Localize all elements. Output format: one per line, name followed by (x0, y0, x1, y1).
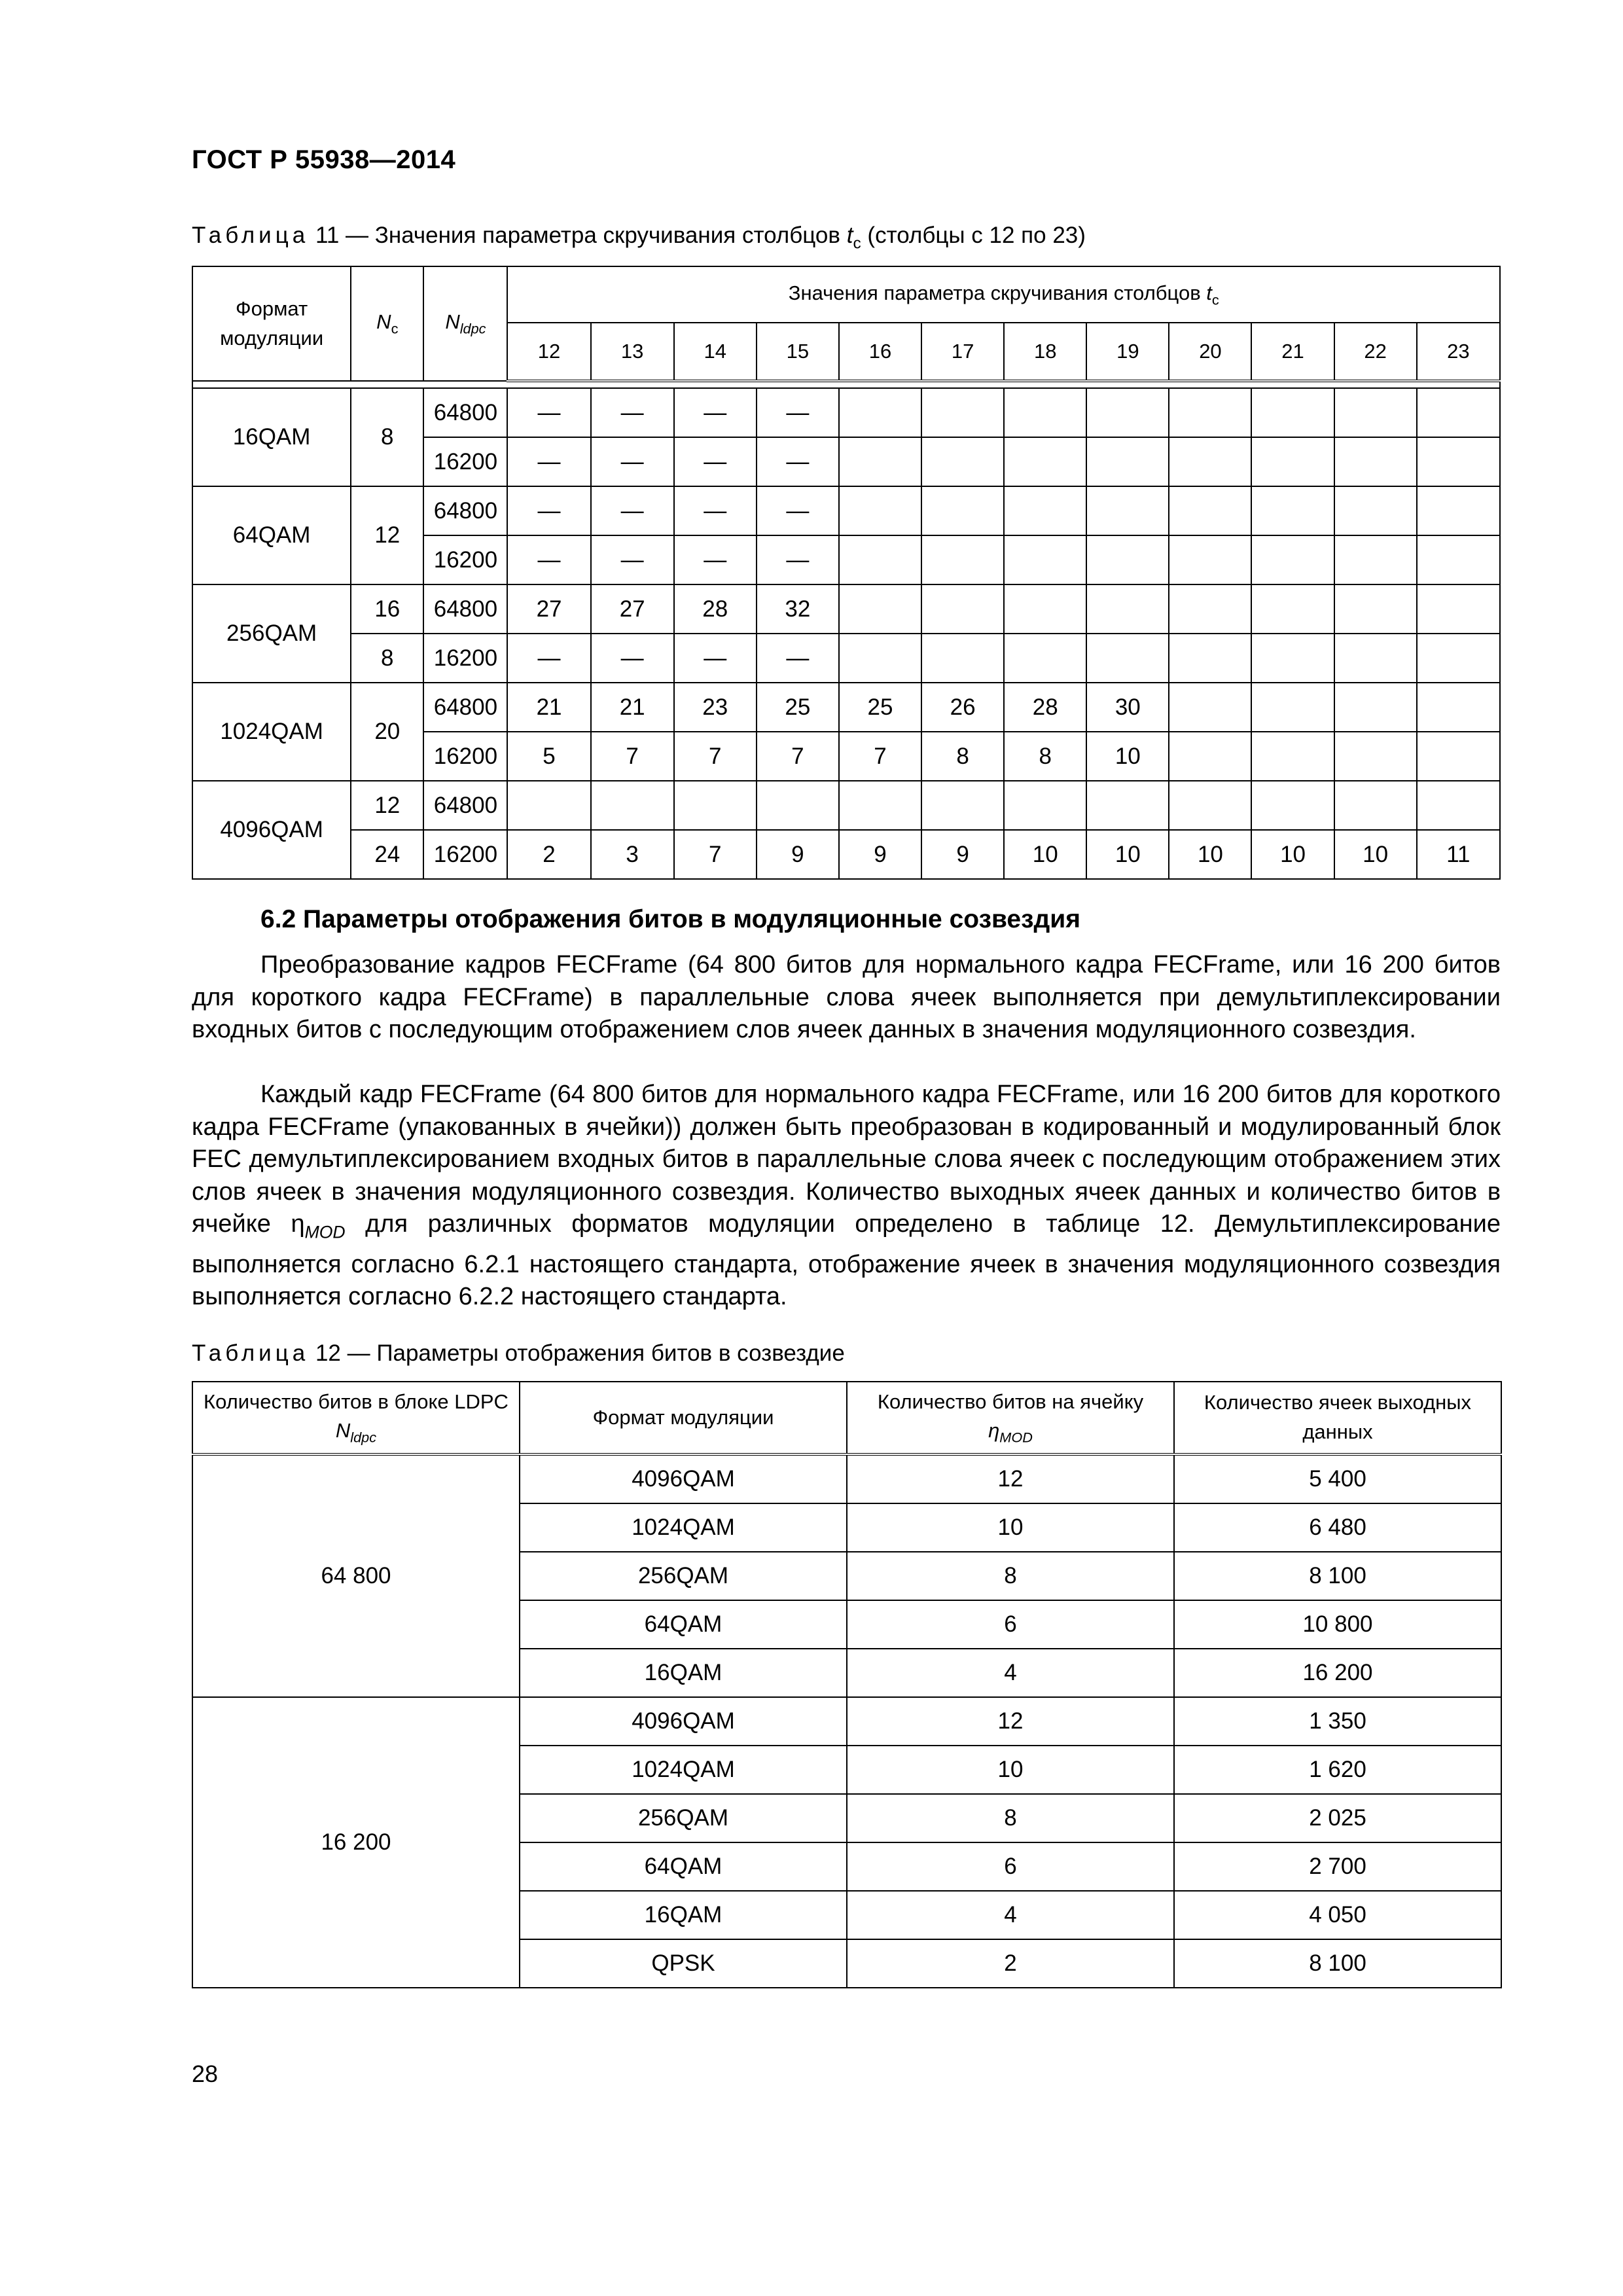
cell-value (1169, 486, 1251, 535)
cell-value (1417, 388, 1500, 437)
table-11-caption-sub: c (853, 234, 861, 253)
cell-nc: 8 (351, 388, 423, 486)
cell-value: — (507, 437, 590, 486)
cell-format: 4096QAM (520, 1697, 847, 1746)
cell-cells: 1 620 (1174, 1746, 1501, 1794)
cell-value: — (507, 486, 590, 535)
cell-value (921, 388, 1004, 437)
cell-value (839, 388, 921, 437)
cell-value: — (757, 388, 839, 437)
header-bits-var: η (988, 1419, 1000, 1443)
cell-value (1169, 781, 1251, 830)
cell-value (757, 781, 839, 830)
paragraph-1: Преобразование кадров FECFrame (64 800 битов для нормального кадра FECFrame, или 16 200 битов для короткого кадра FECFrame) в параллельные слова ячеек выполняется при демультиплексировании входных битов с последующим отображением слов ячеек данных в значения модуляционного созвездия. (192, 951, 1501, 1043)
cell-value: 23 (674, 683, 757, 732)
cell-value: 28 (674, 584, 757, 634)
cell-value (1004, 634, 1086, 683)
cell-cells: 16 200 (1174, 1649, 1501, 1697)
cell-value: 10 (1169, 830, 1251, 879)
eta-symbol: η (291, 1210, 305, 1238)
cell-cells: 4 050 (1174, 1891, 1501, 1939)
cell-value (839, 486, 921, 535)
cell-format: 1024QAM (520, 1746, 847, 1794)
header-ldpc-text: Количество битов в блоке LDPC (204, 1390, 508, 1413)
table-row (192, 1454, 1501, 1503)
page-number: 28 (192, 2060, 219, 2087)
cell-value (1334, 486, 1417, 535)
eta-sub: MOD (304, 1222, 346, 1242)
cell-ldpc-size: 16 200 (192, 1697, 520, 1988)
header-output-cells: Количество ячеек выходных данных (1174, 1382, 1501, 1454)
cell-value: 5 (507, 732, 590, 781)
header-nc-sub: c (391, 321, 399, 338)
cell-nldpc: 16200 (423, 830, 507, 879)
cell-value (1086, 634, 1169, 683)
cell-ldpc-size: 64 800 (192, 1454, 520, 1697)
cell-value: — (591, 437, 674, 486)
cell-value (1417, 634, 1500, 683)
table-11-caption-text: 11 — Значения параметра скручивания столбцов (309, 223, 847, 248)
column-header: 17 (921, 323, 1004, 381)
column-header: 18 (1004, 323, 1086, 381)
table-11-caption-word: Таблица (192, 223, 310, 248)
paragraph-2-part-b: для различных форматов модуляции определено в таблице 12. Демультиплексирование выполняется согласно 6.2.1 настоящего стандарта, отображение ячеек в значения модуляционного созвездия выполняется согласно 6.2.2 настоящего стандарта. (192, 1210, 1501, 1311)
cell-value: — (591, 634, 674, 683)
cell-value (1334, 683, 1417, 732)
cell-value (1334, 781, 1417, 830)
cell-value: 21 (507, 683, 590, 732)
cell-value (507, 781, 590, 830)
header-modulation-format: Формат модуляции (520, 1382, 847, 1454)
cell-value (1169, 732, 1251, 781)
table-12-caption (192, 1340, 845, 1367)
cell-bits: 12 (847, 1454, 1174, 1503)
cell-value: 27 (591, 584, 674, 634)
cell-bits: 6 (847, 1842, 1174, 1891)
cell-value (1251, 584, 1334, 634)
cell-nldpc: 64800 (423, 781, 507, 830)
cell-value (1004, 535, 1086, 584)
cell-value: 9 (921, 830, 1004, 879)
cell-value (1169, 634, 1251, 683)
header-bits-text: Количество битов на ячейку (877, 1390, 1144, 1413)
header-nc (351, 266, 423, 381)
cell-value: — (674, 486, 757, 535)
cell-value (1417, 683, 1500, 732)
cell-value: — (674, 634, 757, 683)
cell-value (1086, 486, 1169, 535)
cell-cells: 6 480 (1174, 1503, 1501, 1552)
table-row (192, 683, 1500, 732)
cell-value: 32 (757, 584, 839, 634)
cell-bits: 12 (847, 1697, 1174, 1746)
section-title: 6.2 Параметры отображения битов в модуляционные созвездия (260, 905, 1080, 933)
cell-value (1251, 732, 1334, 781)
header-ldpc-var: N (335, 1419, 351, 1443)
cell-value: 25 (757, 683, 839, 732)
cell-nc: 24 (351, 830, 423, 879)
header-bits-sub: MOD (999, 1429, 1033, 1446)
cell-value (1417, 781, 1500, 830)
cell-nldpc: 16200 (423, 437, 507, 486)
cell-value (1086, 584, 1169, 634)
cell-value (1417, 535, 1500, 584)
cell-bits: 4 (847, 1891, 1174, 1939)
table-row (192, 634, 1500, 683)
column-header: 19 (1086, 323, 1169, 381)
cell-format: 256QAM (520, 1794, 847, 1842)
cell-cells: 10 800 (1174, 1600, 1501, 1649)
column-header: 22 (1334, 323, 1417, 381)
table-row (192, 781, 1500, 830)
cell-value: 21 (591, 683, 674, 732)
cell-value (1251, 388, 1334, 437)
cell-value (1334, 437, 1417, 486)
cell-value (1334, 535, 1417, 584)
header-ldpc-bits (192, 1382, 520, 1454)
cell-value (1086, 535, 1169, 584)
table-11-caption (192, 223, 1086, 253)
cell-value (1086, 437, 1169, 486)
cell-nldpc: 64800 (423, 584, 507, 634)
cell-value: 10 (1086, 732, 1169, 781)
cell-value (1417, 486, 1500, 535)
cell-value (1334, 732, 1417, 781)
cell-value (1004, 781, 1086, 830)
paragraph-2-part-a: Каждый кадр FECFrame (64 800 битов для нормального кадра FECFrame, или 16 200 битов для короткого кадра FECFrame (упакованных в ячейки)) должен быть преобразован в кодированный и модулированный блок FEC демультиплексированием входных битов в параллельные слова ячеек с последующим отображением этих слов ячеек в значения модуляционного созвездия. Количество выходных ячеек данных и количество битов в ячейке (192, 1081, 1501, 1238)
table-row (192, 584, 1500, 634)
cell-format: 16QAM (192, 388, 351, 486)
cell-value (1169, 535, 1251, 584)
header-format: Формат модуляции (192, 266, 351, 381)
cell-format: 256QAM (520, 1552, 847, 1600)
header-nldpc-sub: ldpc (459, 321, 486, 338)
table-11-caption-tail: (столбцы с 12 по 23) (861, 223, 1086, 248)
cell-nldpc: 64800 (423, 388, 507, 437)
cell-format: 16QAM (520, 1891, 847, 1939)
cell-value (1417, 584, 1500, 634)
cell-format: 64QAM (520, 1600, 847, 1649)
cell-value (1004, 486, 1086, 535)
cell-value (1251, 486, 1334, 535)
cell-value: 25 (839, 683, 921, 732)
cell-value (921, 535, 1004, 584)
cell-value (1334, 388, 1417, 437)
cell-value (1251, 535, 1334, 584)
column-header: 23 (1417, 323, 1500, 381)
cell-value: — (757, 437, 839, 486)
table-11-caption-var: t (846, 223, 853, 248)
cell-value (1417, 437, 1500, 486)
cell-value: 7 (674, 830, 757, 879)
cell-bits: 2 (847, 1939, 1174, 1988)
cell-format: 1024QAM (520, 1503, 847, 1552)
cell-nldpc: 16200 (423, 535, 507, 584)
table-12-caption-word: Таблица (192, 1340, 310, 1366)
cell-value (839, 535, 921, 584)
cell-value (1169, 683, 1251, 732)
cell-value (839, 437, 921, 486)
cell-value: 26 (921, 683, 1004, 732)
cell-value: 7 (839, 732, 921, 781)
table-11 (192, 266, 1501, 880)
cell-bits: 8 (847, 1794, 1174, 1842)
cell-value (839, 634, 921, 683)
cell-value (1086, 388, 1169, 437)
cell-value (674, 781, 757, 830)
cell-cells: 2 025 (1174, 1794, 1501, 1842)
header-group-sub: c (1211, 291, 1219, 308)
cell-format: 256QAM (192, 584, 351, 683)
cell-format: 4096QAM (520, 1454, 847, 1503)
cell-value (921, 584, 1004, 634)
cell-bits: 10 (847, 1746, 1174, 1794)
cell-value (921, 634, 1004, 683)
cell-value: 9 (839, 830, 921, 879)
cell-bits: 10 (847, 1503, 1174, 1552)
cell-value (1004, 437, 1086, 486)
cell-value (1334, 584, 1417, 634)
table-spacer (192, 381, 1500, 388)
cell-format: 64QAM (192, 486, 351, 584)
cell-nc: 16 (351, 584, 423, 634)
table-row (192, 1697, 1501, 1746)
cell-value: — (591, 535, 674, 584)
cell-cells: 1 350 (1174, 1697, 1501, 1746)
cell-value: — (591, 486, 674, 535)
cell-nldpc: 16200 (423, 732, 507, 781)
cell-value: — (507, 535, 590, 584)
column-header: 13 (591, 323, 674, 381)
cell-cells: 2 700 (1174, 1842, 1501, 1891)
cell-nldpc: 64800 (423, 486, 507, 535)
cell-value: 7 (674, 732, 757, 781)
cell-format: 64QAM (520, 1842, 847, 1891)
cell-value: 7 (757, 732, 839, 781)
cell-cells: 5 400 (1174, 1454, 1501, 1503)
header-group-twist (507, 266, 1500, 323)
cell-nc: 20 (351, 683, 423, 781)
cell-value: — (757, 535, 839, 584)
cell-value (1251, 437, 1334, 486)
cell-nldpc: 16200 (423, 634, 507, 683)
cell-value (839, 781, 921, 830)
cell-value: 10 (1004, 830, 1086, 879)
cell-nldpc: 64800 (423, 683, 507, 732)
cell-value (1169, 388, 1251, 437)
header-nc-var: N (376, 310, 391, 334)
column-header: 14 (674, 323, 757, 381)
cell-value: 10 (1251, 830, 1334, 879)
header-bits-per-cell (847, 1382, 1174, 1454)
cell-value (921, 781, 1004, 830)
cell-value: — (507, 634, 590, 683)
cell-value (839, 584, 921, 634)
cell-value (1251, 781, 1334, 830)
cell-value (921, 486, 1004, 535)
cell-value: 9 (757, 830, 839, 879)
column-header: 16 (839, 323, 921, 381)
column-header: 15 (757, 323, 839, 381)
cell-value (1004, 388, 1086, 437)
cell-value (1169, 584, 1251, 634)
cell-format: 4096QAM (192, 781, 351, 879)
cell-value: 30 (1086, 683, 1169, 732)
cell-value: 11 (1417, 830, 1500, 879)
cell-nc: 12 (351, 781, 423, 830)
cell-cells: 8 100 (1174, 1939, 1501, 1988)
cell-value: 8 (1004, 732, 1086, 781)
cell-value: — (674, 437, 757, 486)
cell-value: 2 (507, 830, 590, 879)
column-header: 12 (507, 323, 590, 381)
header-group-text: Значения параметра скручивания столбцов (788, 281, 1207, 304)
header-ldpc-sub: ldpc (350, 1429, 377, 1446)
cell-bits: 8 (847, 1552, 1174, 1600)
table-row (192, 486, 1500, 535)
cell-value: 3 (591, 830, 674, 879)
header-nldpc (423, 266, 507, 381)
cell-value (1251, 683, 1334, 732)
cell-value (1086, 781, 1169, 830)
table-12 (192, 1381, 1502, 1988)
paragraph-2 (192, 1079, 1501, 1314)
table-row (192, 388, 1500, 437)
cell-value: 28 (1004, 683, 1086, 732)
cell-cells: 8 100 (1174, 1552, 1501, 1600)
cell-value: 10 (1334, 830, 1417, 879)
table-12-caption-text: 12 — Параметры отображения битов в созвездие (309, 1340, 845, 1366)
cell-value: — (674, 388, 757, 437)
cell-value (921, 437, 1004, 486)
cell-value (1334, 634, 1417, 683)
cell-value: — (591, 388, 674, 437)
cell-bits: 6 (847, 1600, 1174, 1649)
cell-value (1169, 437, 1251, 486)
cell-value: — (507, 388, 590, 437)
cell-bits: 4 (847, 1649, 1174, 1697)
cell-nc: 8 (351, 634, 423, 683)
column-header: 21 (1251, 323, 1334, 381)
cell-format: 16QAM (520, 1649, 847, 1697)
cell-value: — (674, 535, 757, 584)
cell-format: 1024QAM (192, 683, 351, 781)
cell-value (1417, 732, 1500, 781)
header-group-var: t (1206, 281, 1212, 304)
cell-value (591, 781, 674, 830)
cell-value: 8 (921, 732, 1004, 781)
header-nldpc-var: N (445, 310, 460, 334)
cell-value: 7 (591, 732, 674, 781)
document-header: ГОСТ Р 55938—2014 (192, 145, 456, 174)
cell-value: — (757, 486, 839, 535)
cell-value (1251, 634, 1334, 683)
column-header: 20 (1169, 323, 1251, 381)
cell-value: 10 (1086, 830, 1169, 879)
cell-value (1004, 584, 1086, 634)
cell-value: — (757, 634, 839, 683)
cell-nc: 12 (351, 486, 423, 584)
cell-value: 27 (507, 584, 590, 634)
table-row (192, 830, 1500, 879)
cell-format: QPSK (520, 1939, 847, 1988)
